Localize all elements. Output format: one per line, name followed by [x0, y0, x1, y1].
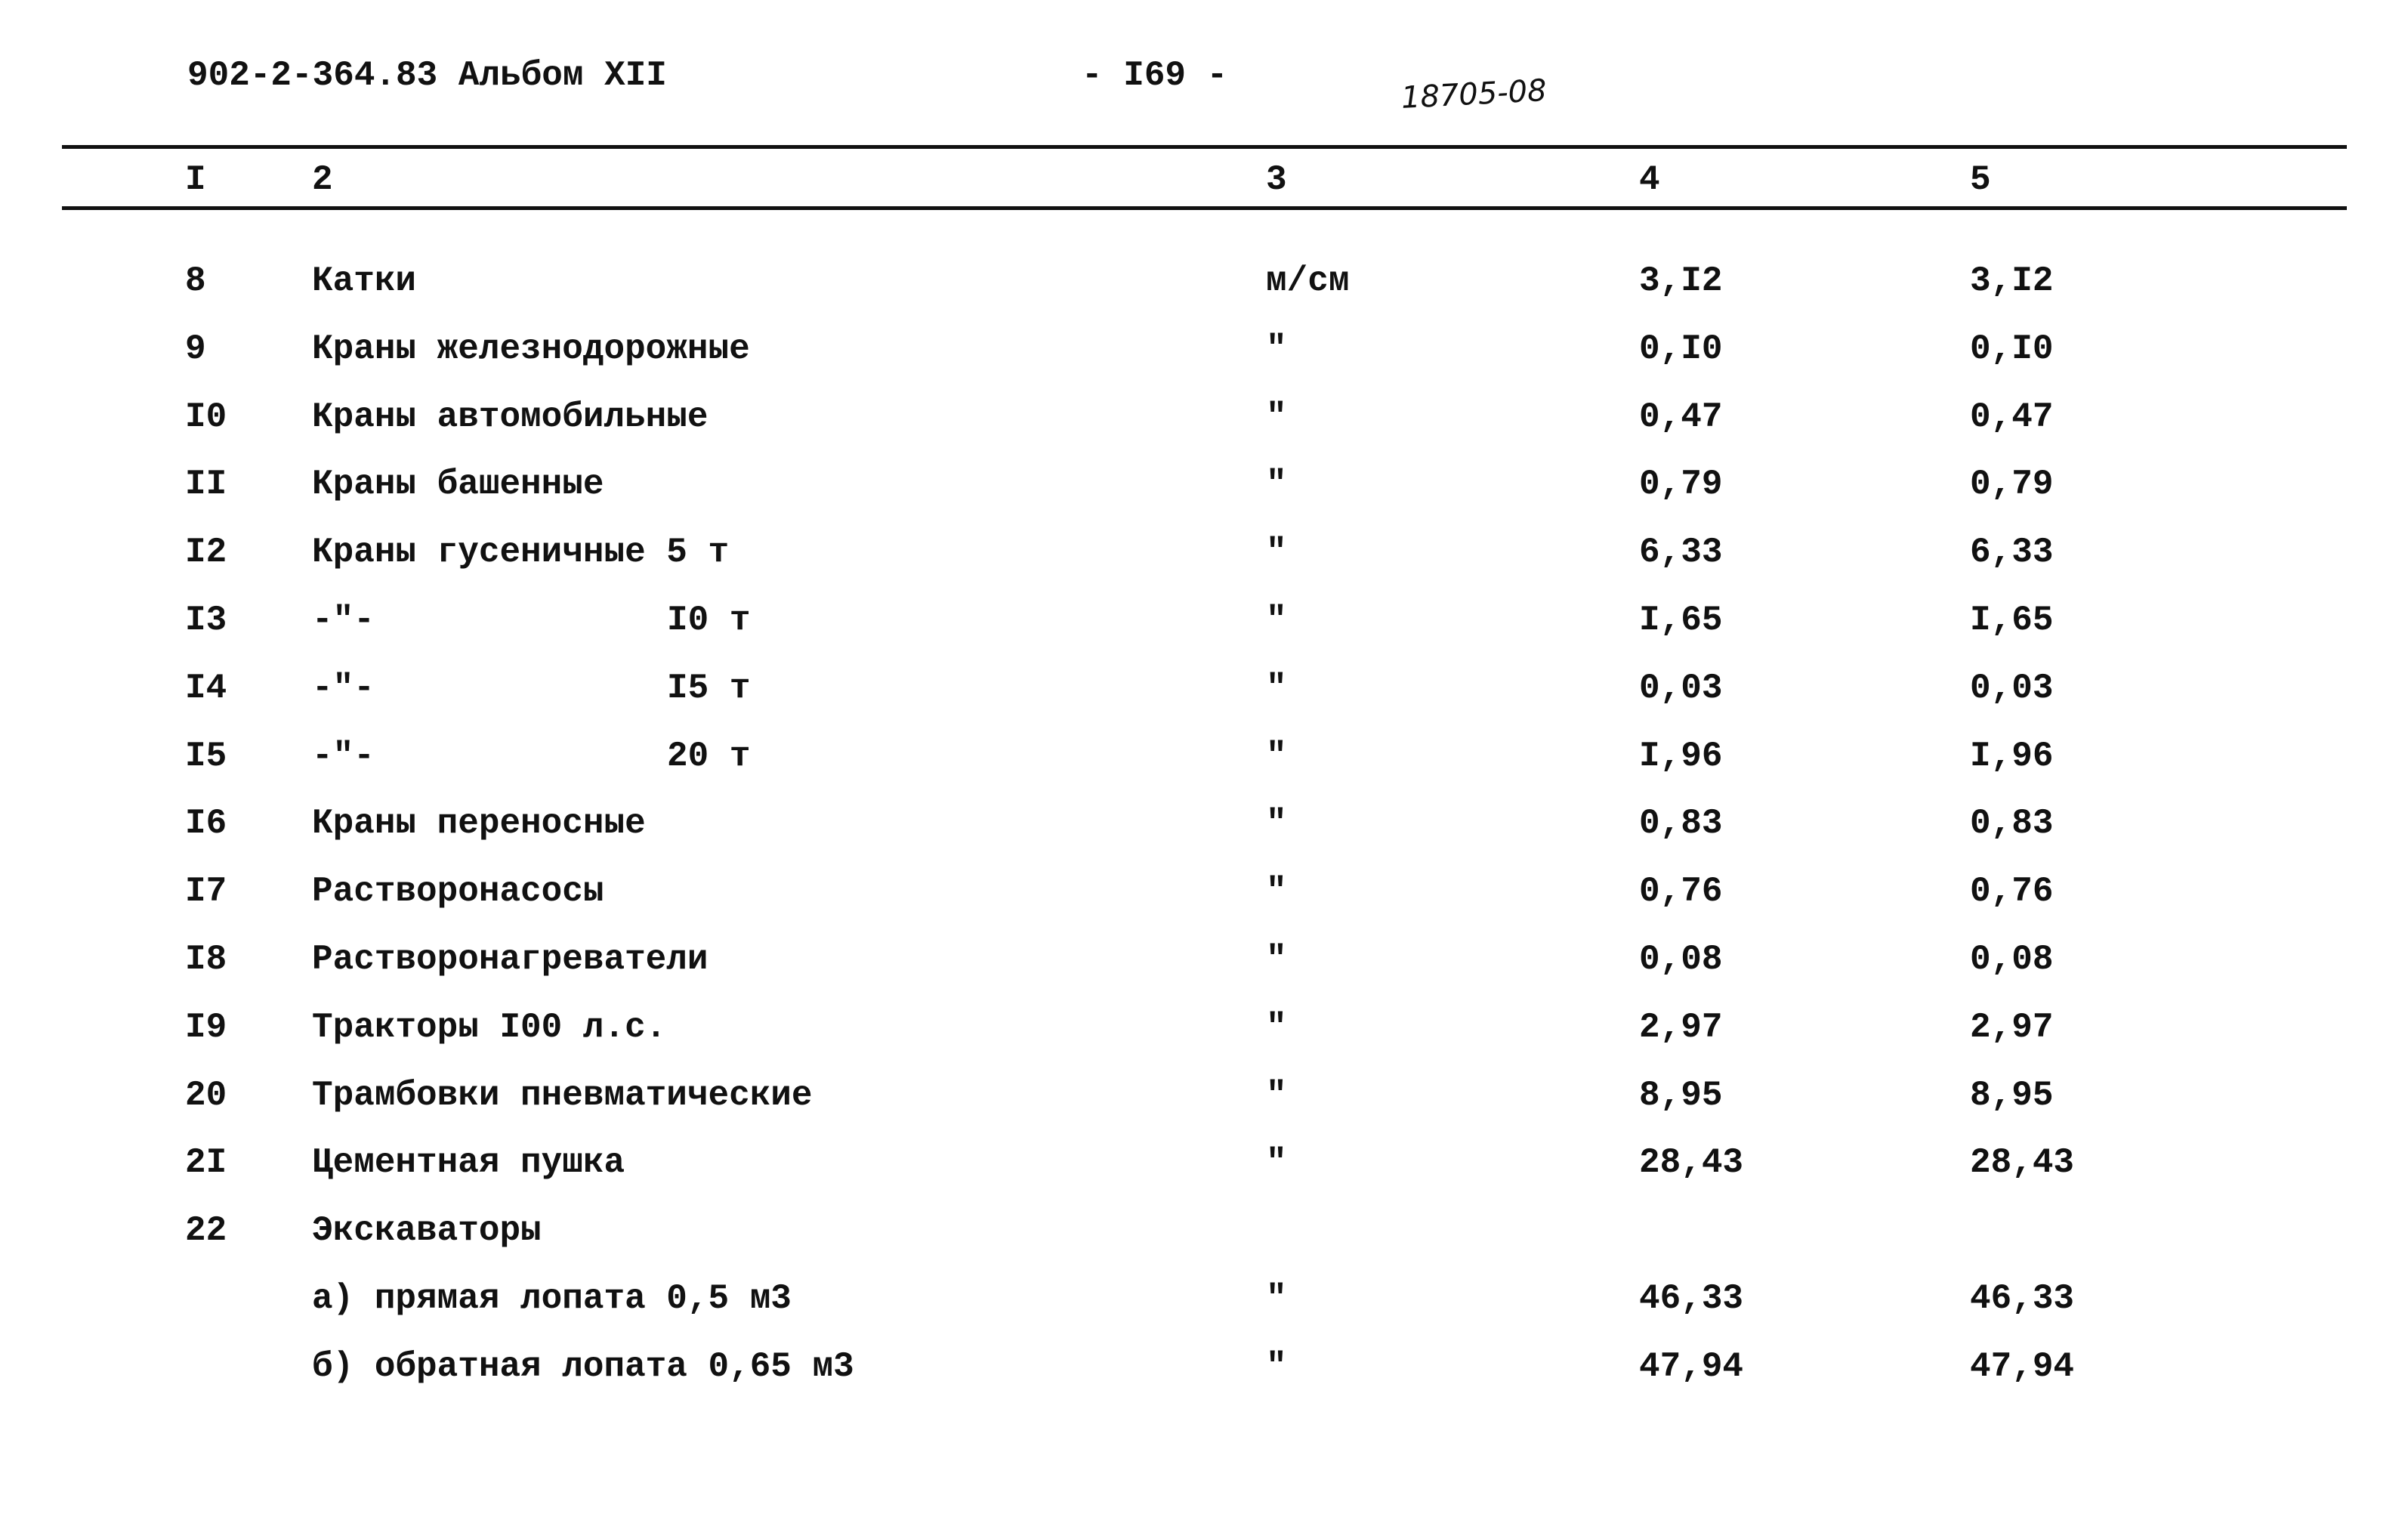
- row-unit: ": [1266, 736, 1287, 776]
- column-header-row: [0, 160, 2408, 228]
- row-unit: ": [1266, 1075, 1287, 1115]
- row-name: Растворонагреватели: [312, 940, 709, 979]
- row-subname: 20 т: [667, 736, 751, 776]
- row-number: 20: [185, 1075, 227, 1115]
- header-rule: [62, 206, 2347, 210]
- row-number: 22: [185, 1211, 227, 1251]
- row-value-col5: 46,33: [1970, 1279, 2075, 1318]
- table-row: [0, 1347, 2408, 1415]
- row-value-col5: 0,08: [1970, 940, 2054, 979]
- row-value-col5: 0,76: [1970, 872, 2054, 912]
- row-name: -"-: [312, 601, 375, 640]
- row-name: Растворонасосы: [312, 872, 604, 912]
- table-row: [0, 465, 2408, 533]
- row-value-col4: 8,95: [1639, 1075, 1723, 1115]
- row-name: Экскаваторы: [312, 1211, 542, 1251]
- row-name: Цементная пушка: [312, 1143, 625, 1183]
- row-number: 9: [185, 329, 206, 369]
- row-name: Краны башенные: [312, 465, 604, 505]
- row-number: I8: [185, 940, 227, 979]
- row-value-col4: 46,33: [1639, 1279, 1744, 1318]
- row-value-col5: 28,43: [1970, 1143, 2075, 1183]
- row-value-col5: I,65: [1970, 601, 2054, 640]
- row-value-col4: 3,I2: [1639, 261, 1723, 301]
- table-row: [0, 1008, 2408, 1076]
- row-name: Трамбовки пневматические: [312, 1075, 813, 1115]
- row-value-col5: 0,47: [1970, 397, 2054, 437]
- row-value-col4: 0,79: [1639, 465, 1723, 505]
- row-value-col4: 6,33: [1639, 533, 1723, 573]
- row-number: I4: [185, 668, 227, 708]
- row-value-col5: 0,I0: [1970, 329, 2054, 369]
- table-row: [0, 940, 2408, 1008]
- table-row: [0, 1211, 2408, 1279]
- row-number: I5: [185, 736, 227, 776]
- row-value-col5: 6,33: [1970, 533, 2054, 573]
- row-unit: ": [1266, 872, 1287, 912]
- row-value-col4: 0,83: [1639, 804, 1723, 844]
- row-subname: I0 т: [667, 601, 751, 640]
- row-number: I3: [185, 601, 227, 640]
- column-header: 2: [312, 160, 333, 199]
- table-row: [0, 1279, 2408, 1347]
- column-header: 4: [1639, 160, 1660, 199]
- row-name: Краны железнодорожные: [312, 329, 750, 369]
- row-name: Катки: [312, 261, 417, 301]
- row-number: II: [185, 465, 227, 505]
- row-name: -"-: [312, 668, 375, 708]
- row-unit: ": [1266, 1279, 1287, 1318]
- row-name: а) прямая лопата 0,5 м3: [312, 1279, 792, 1318]
- row-name: б) обратная лопата 0,65 м3: [312, 1346, 854, 1386]
- row-unit: ": [1266, 329, 1287, 369]
- row-value-col4: 0,47: [1639, 397, 1723, 437]
- table-row: [0, 261, 2408, 329]
- row-unit: ": [1266, 533, 1287, 573]
- row-name: Тракторы I00 л.с.: [312, 1007, 667, 1047]
- page-number: - I69 -: [1082, 56, 1228, 95]
- row-number: I2: [185, 533, 227, 573]
- table-row: [0, 601, 2408, 669]
- row-number: I7: [185, 872, 227, 912]
- row-unit: ": [1266, 804, 1287, 844]
- row-subname: I5 т: [667, 668, 751, 708]
- row-value-col4: I,65: [1639, 601, 1723, 640]
- document-code: 902-2-364.83 Альбом XII: [187, 56, 667, 95]
- row-value-col4: 0,76: [1639, 872, 1723, 912]
- table-row: [0, 1076, 2408, 1144]
- row-value-col4: 2,97: [1639, 1007, 1723, 1047]
- row-value-col5: 0,79: [1970, 465, 2054, 505]
- table-row: [0, 804, 2408, 872]
- top-rule: [62, 145, 2347, 149]
- column-header: I: [185, 160, 206, 199]
- row-name: Краны гусеничные 5 т: [312, 533, 730, 573]
- row-value-col5: 0,83: [1970, 804, 2054, 844]
- table-row: [0, 669, 2408, 737]
- row-unit: ": [1266, 1143, 1287, 1183]
- row-unit: ": [1266, 465, 1287, 505]
- row-value-col4: 47,94: [1639, 1346, 1744, 1386]
- row-value-col4: 0,08: [1639, 940, 1723, 979]
- row-value-col5: 47,94: [1970, 1346, 2075, 1386]
- row-value-col5: 0,03: [1970, 668, 2054, 708]
- row-unit: ": [1266, 1007, 1287, 1047]
- row-value-col4: 28,43: [1639, 1143, 1744, 1183]
- row-value-col4: 0,I0: [1639, 329, 1723, 369]
- handwritten-number: 18705-08: [1400, 73, 1548, 116]
- table-row: [0, 533, 2408, 601]
- table-row: [0, 872, 2408, 940]
- row-number: I6: [185, 804, 227, 844]
- column-header: 5: [1970, 160, 1991, 199]
- row-value-col5: 2,97: [1970, 1007, 2054, 1047]
- row-value-col5: 3,I2: [1970, 261, 2054, 301]
- row-number: I9: [185, 1007, 227, 1047]
- row-unit: ": [1266, 601, 1287, 640]
- row-number: 2I: [185, 1143, 227, 1183]
- row-unit: ": [1266, 668, 1287, 708]
- table-row: [0, 397, 2408, 465]
- row-value-col4: 0,03: [1639, 668, 1723, 708]
- row-unit: ": [1266, 1346, 1287, 1386]
- row-unit: м/см: [1266, 261, 1350, 301]
- row-name: Краны автомобильные: [312, 397, 709, 437]
- row-value-col5: I,96: [1970, 736, 2054, 776]
- row-value-col4: I,96: [1639, 736, 1723, 776]
- row-number: I0: [185, 397, 227, 437]
- column-header: 3: [1266, 160, 1287, 199]
- row-unit: ": [1266, 940, 1287, 979]
- row-unit: ": [1266, 397, 1287, 437]
- row-value-col5: 8,95: [1970, 1075, 2054, 1115]
- table-row: [0, 329, 2408, 397]
- row-name: Краны переносные: [312, 804, 646, 844]
- table-row: [0, 737, 2408, 805]
- table-row: [0, 1143, 2408, 1211]
- row-name: -"-: [312, 736, 375, 776]
- row-number: 8: [185, 261, 206, 301]
